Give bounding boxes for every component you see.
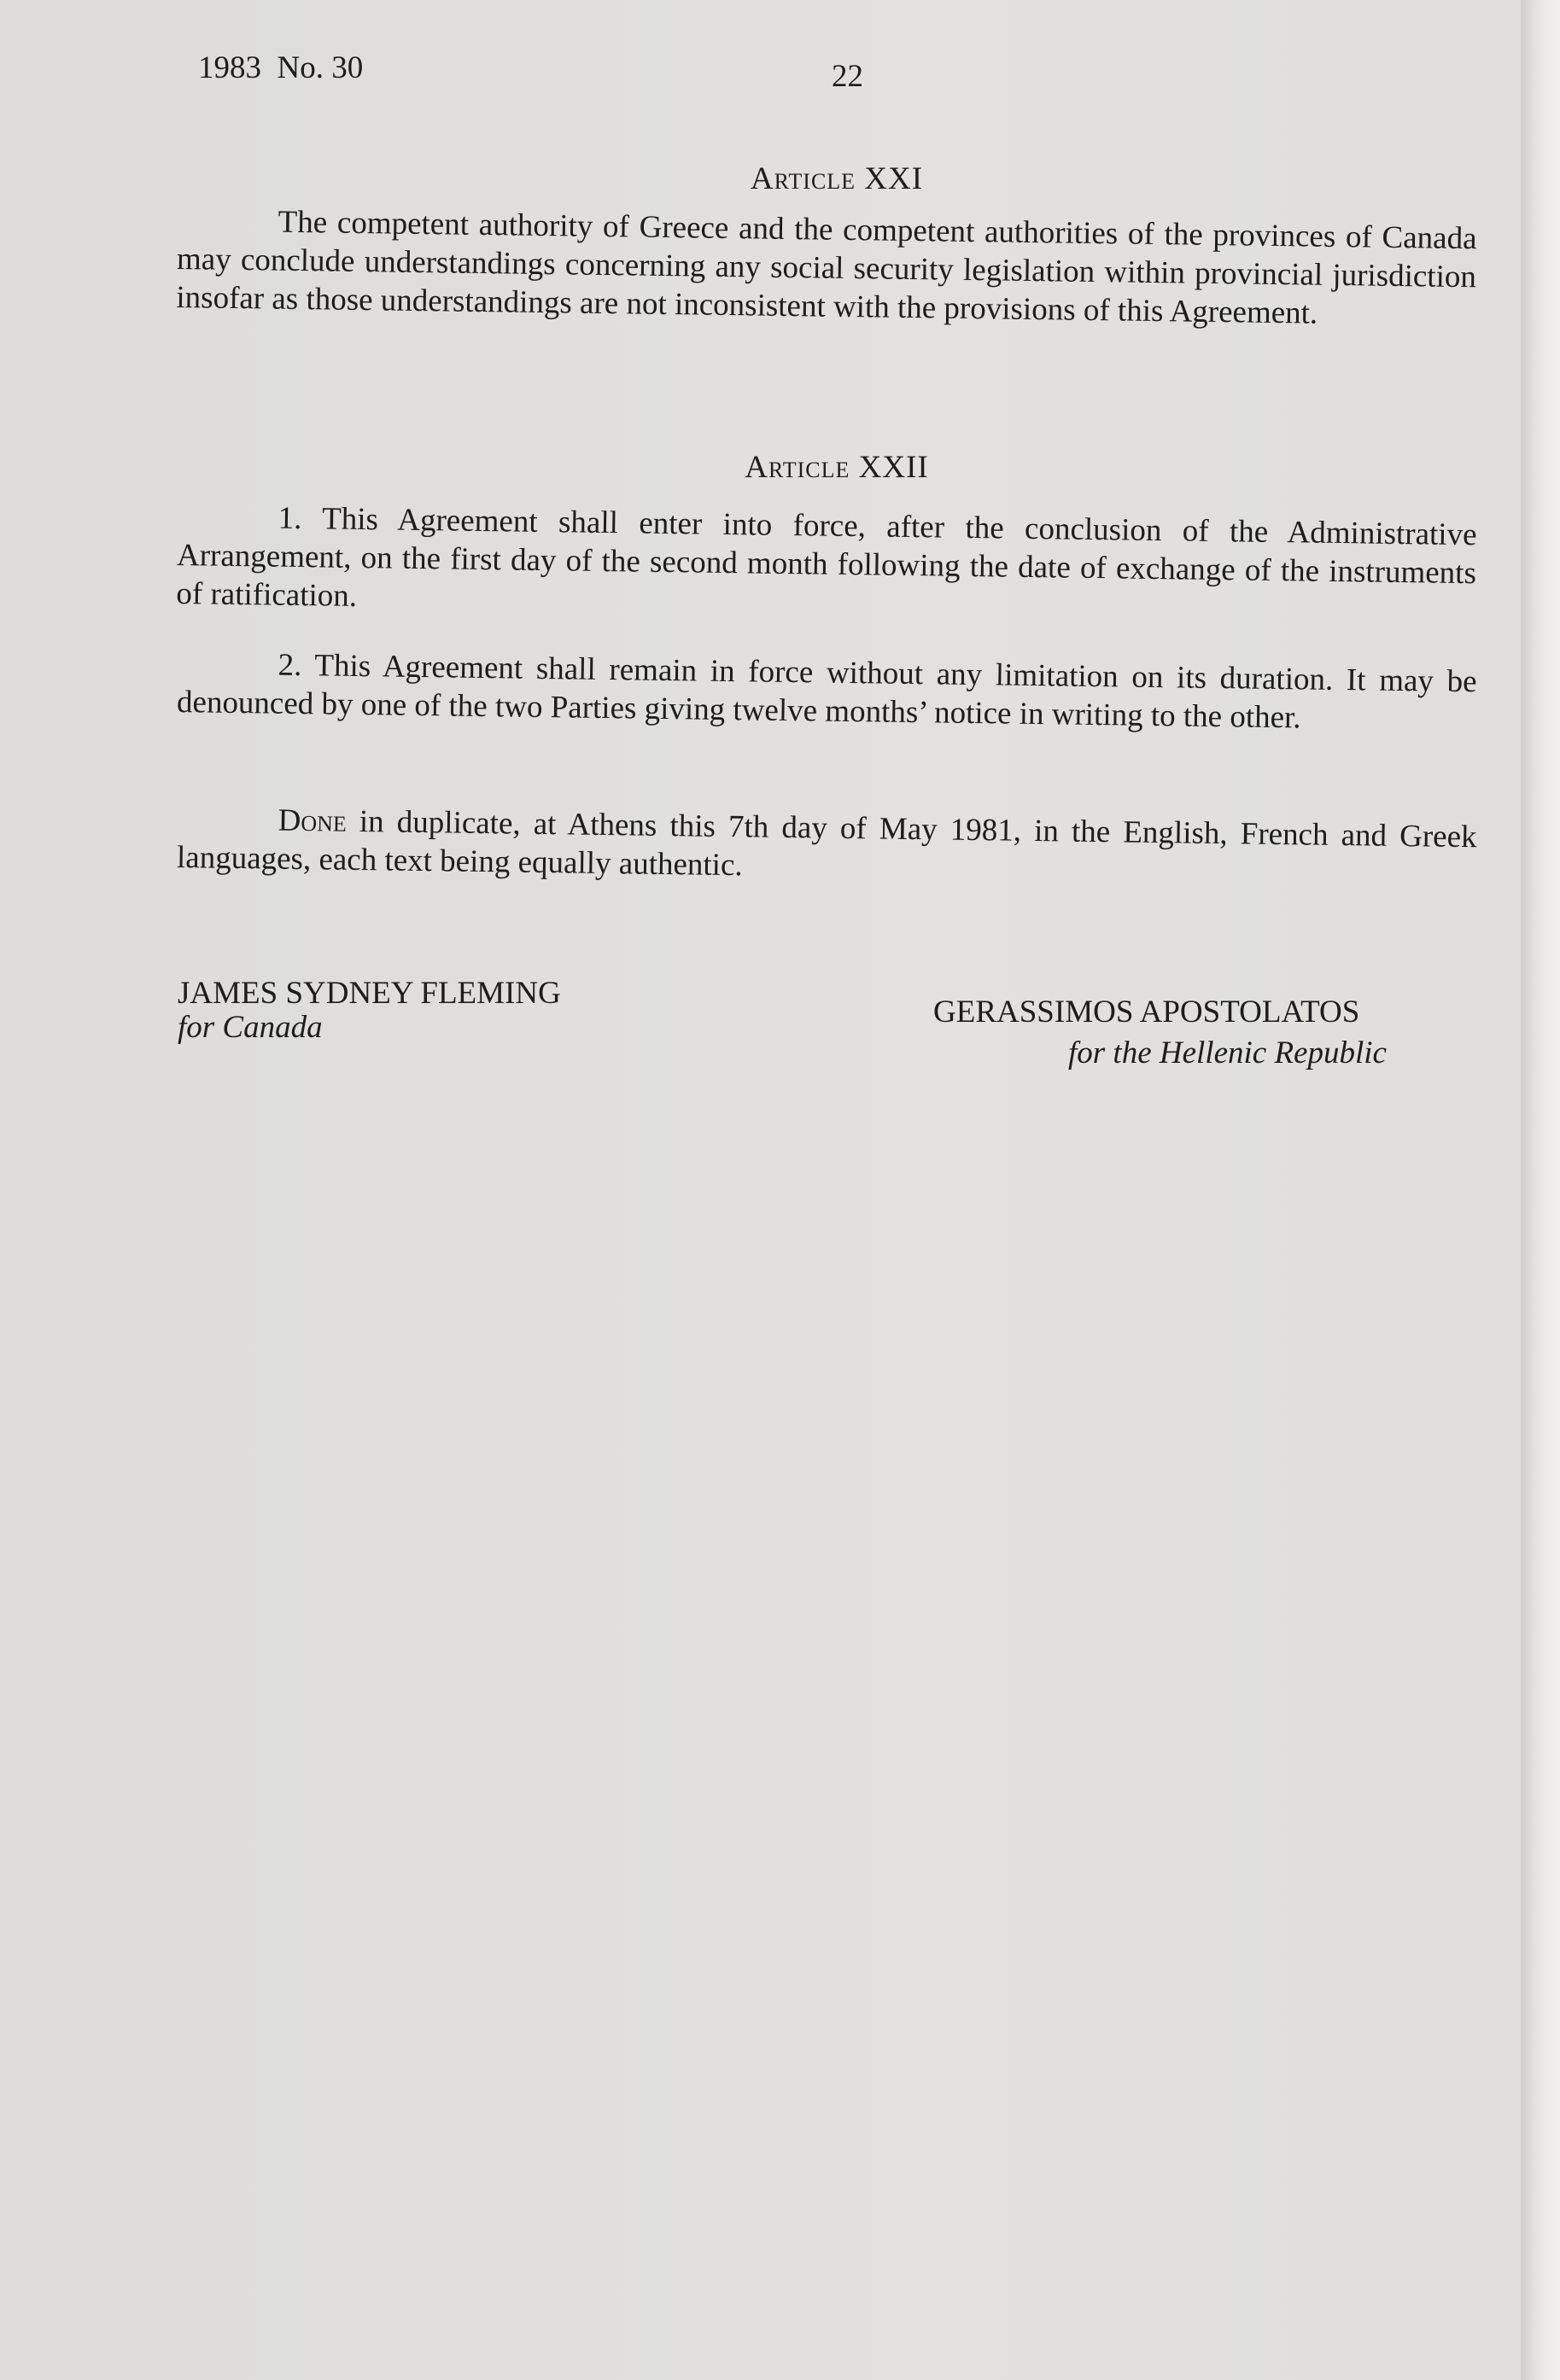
closing-text: in duplicate, at Athens this 7th day of May 1981, in the English, French and Greek languages, each text being equally authentic. — [176, 803, 1477, 884]
closing-block — [177, 800, 1477, 895]
article-22-paragraph-2-block — [177, 645, 1477, 739]
signatory-canada-name: JAMES SYDNEY FLEMING — [178, 976, 561, 1011]
article-22-paragraph-1: 1. This Agreement shall enter into force, after the conclusion of the Administrative Arrangement, on the first day of the second month following the date of exchange of the instruments of ratification. — [176, 500, 1477, 614]
page-number: 22 — [832, 59, 863, 94]
article-21-heading: Article XXI — [750, 161, 924, 196]
gazette-year-number: 1983 No. 30 — [198, 50, 364, 85]
article-21-body — [176, 201, 1477, 335]
signatory-greece-name: GERASSIMOS APOSTOLATOS — [933, 995, 1360, 1030]
signatory-greece-role: for the Hellenic Republic — [1068, 1035, 1387, 1070]
article-22-paragraph-1-block — [176, 498, 1477, 631]
article-22-paragraph-2: 2. This Agreement shall remain in force without any limitation on its duration. It may be denounced by one of the two Parties giving twelve months’ notice in writing to the other. — [176, 647, 1477, 736]
signatory-canada-role: for Canada — [178, 1010, 323, 1045]
show-through-texture — [175, 128, 1456, 2091]
article-22-heading: Article XXII — [745, 450, 929, 485]
page-spine-shadow — [1521, 0, 1560, 2380]
closing-paragraph — [177, 800, 1477, 895]
closing-done-word: Done — [278, 802, 348, 839]
article-21-paragraph: The competent authority of Greece and the competent authorities of the provinces of Canada may conclude understandings concerning any social security legislation within provincial jurisdiction insofar as those understandings are not inconsistent with the provisions of this Agreement. — [176, 204, 1477, 331]
